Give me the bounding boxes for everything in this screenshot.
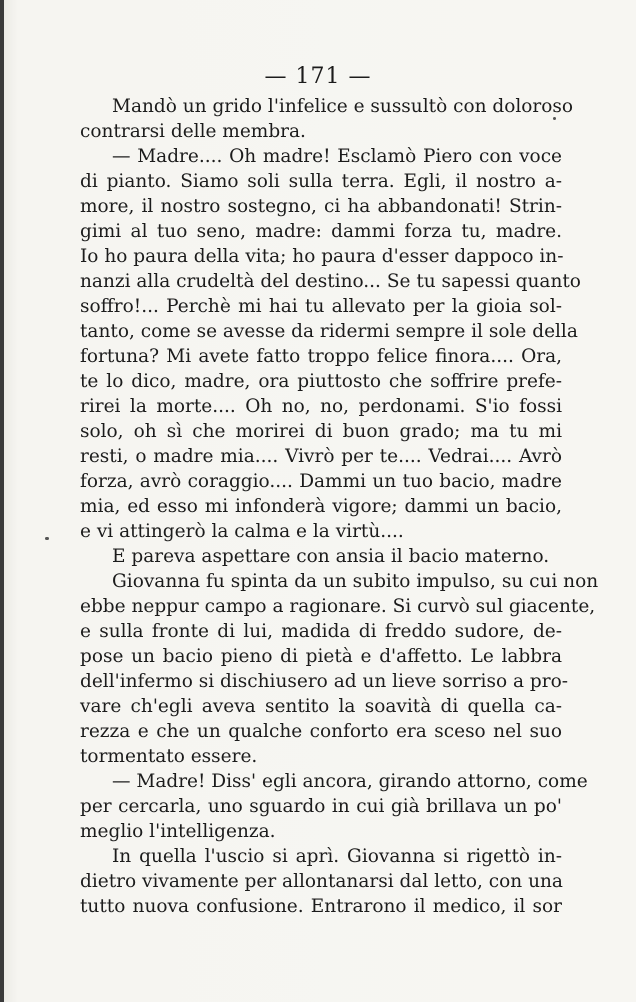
text-line: per cercarla, uno sguardo in cui già brillava un po' — [80, 796, 562, 817]
text-line: vare ch'egli aveva sentito la soavità di quella ca- — [80, 696, 562, 717]
text-line: tutto nuova confusione. Entrarono il medico, il sor — [80, 896, 562, 917]
text-line: gimi al tuo seno, madre: dammi forza tu, madre. — [80, 221, 562, 242]
text-line: rezza e che un qualche conforto era sceso nel suo — [80, 721, 562, 742]
text-line: solo, oh sì che morirei di buon grado; ma tu mi — [80, 421, 562, 442]
text-line: In quella l'uscio si aprì. Giovanna si rigettò in- — [112, 846, 562, 867]
text-line: mia, ed esso mi infonderà vigore; dammi un bacio, — [80, 496, 562, 517]
text-line: resti, o madre mia.... Vivrò per te.... Vedrai.... Avrò — [80, 446, 562, 467]
page-binding-edge — [0, 0, 4, 1002]
text-line: fortuna? Mi avete fatto troppo felice finora.... Ora, — [80, 346, 562, 367]
ink-speck — [45, 537, 49, 540]
text-line: Mandò un grido l'infelice e sussultò con doloroso — [112, 96, 574, 117]
page-number: — 171 — — [264, 64, 372, 89]
text-line: ebbe neppur campo a ragionare. Si curvò sul giacente, — [80, 596, 596, 617]
text-line: tormentato essere. — [80, 746, 258, 767]
text-line: E pareva aspettare con ansia il bacio materno. — [112, 546, 550, 567]
text-line: dell'infermo si dischiusero ad un lieve sorriso a pro- — [80, 671, 568, 692]
text-line: di pianto. Siamo soli sulla terra. Egli, il nostro a- — [80, 171, 562, 192]
text-line: dietro vivamente per allontanarsi dal letto, con una — [80, 871, 563, 892]
text-line: Io ho paura della vita; ho paura d'esser dappoco in- — [80, 246, 564, 267]
ink-speck — [553, 117, 556, 120]
text-line: te lo dico, madre, ora piuttosto che soffrire prefe- — [80, 371, 562, 392]
text-line: — Madre.... Oh madre! Esclamò Piero con voce — [112, 146, 562, 167]
text-line: nanzi alla crudeltà del destino... Se tu sapessi quanto — [80, 271, 581, 292]
text-line: e sulla fronte di lui, madida di freddo sudore, de- — [80, 621, 562, 642]
text-line: contrarsi delle membra. — [80, 121, 306, 142]
text-line: meglio l'intelligenza. — [80, 821, 276, 842]
text-line: forza, avrò coraggio.... Dammi un tuo bacio, madre — [80, 471, 562, 492]
text-line: Giovanna fu spinta da un subito impulso, su cui non — [112, 571, 599, 592]
text-line: rirei la morte.... Oh no, no, perdonami. S'io fossi — [80, 396, 562, 417]
text-line: pose un bacio pieno di pietà e d'affetto. Le labbra — [80, 646, 562, 667]
text-line: e vi attingerò la calma e la virtù.... — [80, 521, 404, 542]
text-line: tanto, come se avesse da ridermi sempre il sole della — [80, 321, 578, 342]
text-line: soffro!... Perchè mi hai tu allevato per la gioia sol- — [80, 296, 562, 317]
text-line: more, il nostro sostegno, ci ha abbandonati! Strin- — [80, 196, 562, 217]
text-line: — Madre! Diss' egli ancora, girando attorno, come — [112, 771, 588, 792]
